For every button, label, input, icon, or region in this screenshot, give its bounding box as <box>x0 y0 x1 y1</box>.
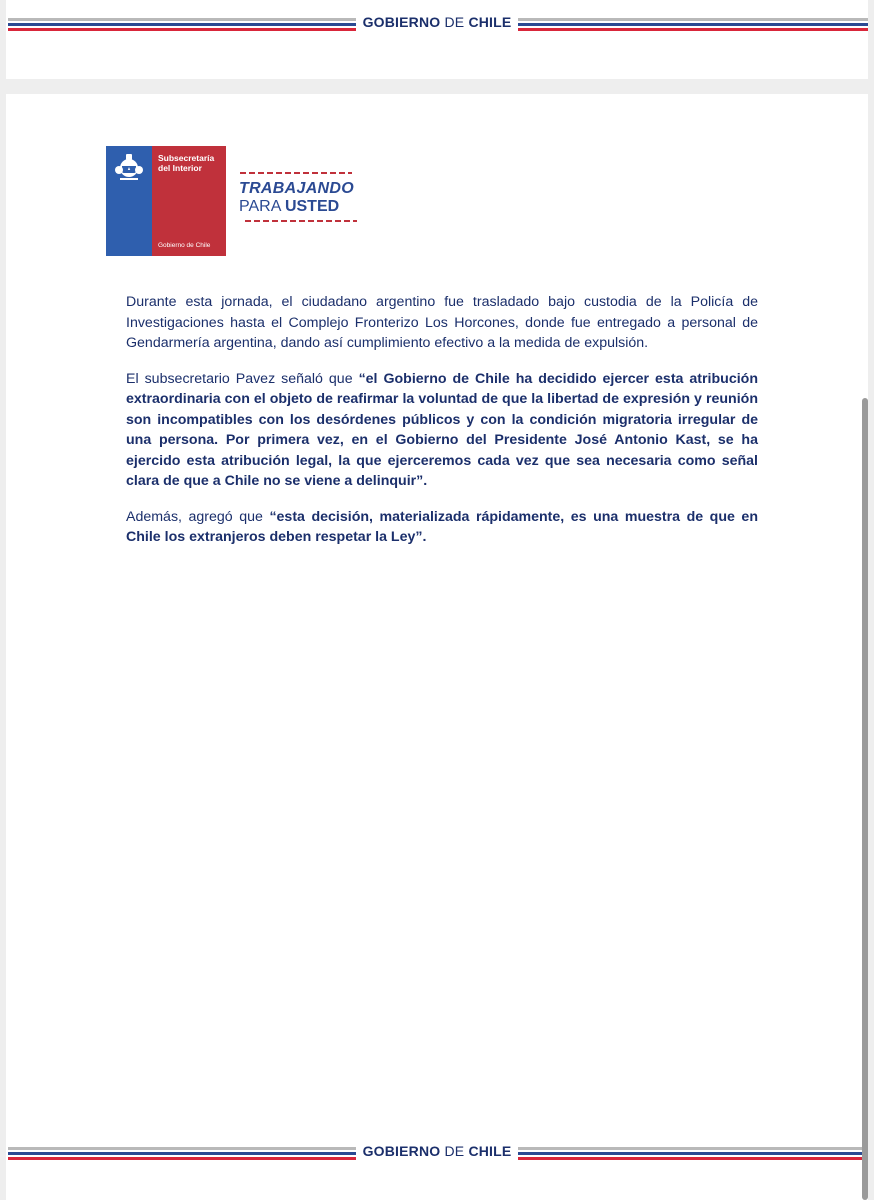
logo-footer: Gobierno de Chile <box>158 242 211 249</box>
banner-stripes-left <box>8 1147 356 1159</box>
subsecretaria-logo <box>106 146 226 256</box>
paragraph-1: Durante esta jornada, el ciudadano argentino fue trasladado bajo custodia de la Policía de Investigaciones hasta el Complejo Fronterizo Los Horcones, donde fue entregado a personal de Gendarmería argentina, dando así cumplimiento efectivo a la medida de expulsión. <box>126 294 758 351</box>
quote-pavez-2: “esta decisión, materializada rápidamente, es una muestra de que en Chile los extranjeros deben respetar la Ley”. <box>126 508 758 545</box>
previous-page-fragment <box>6 0 868 79</box>
scrollbar-thumb[interactable] <box>862 398 868 1200</box>
press-release-body <box>126 292 758 563</box>
paragraph-3: Además, agregó que “esta decisión, materializada rápidamente, es una muestra de que en Chile los extranjeros deben respetar la Ley”. <box>126 508 758 545</box>
gov-label: GOBIERNO DE CHILE <box>362 14 512 30</box>
document-page <box>6 94 868 1200</box>
slogan-line1: TRABAJANDO <box>239 180 354 197</box>
logo-blue-panel <box>106 146 152 256</box>
slogan-line2: PARA USTED <box>239 198 340 215</box>
slogan-dash-top <box>240 172 352 174</box>
logo-title: Subsecretaría del Interior <box>158 153 215 173</box>
gov-banner-bottom <box>6 1137 868 1167</box>
slogan-dash-bottom <box>245 220 357 222</box>
paragraph-2: El subsecretario Pavez señaló que “el Gobierno de Chile ha decidido ejercer esta atribución extraordinaria con el objeto de reafirmar la voluntad de que la libertad de expresión y reunión son incompatibles con los desórdenes públicos y con la condición migratoria irregular de una persona. Por primera vez, en el Gobierno del Presidente José Antonio Kast, se ha ejercido esta atribución legal, la que ejerceremos cada vez que sea necesaria como señal clara de que a Chile no se viene a delinquir”. <box>126 370 758 489</box>
banner-stripes-right <box>518 1147 868 1159</box>
banner-stripes-left <box>8 18 356 30</box>
gov-label: GOBIERNO DE CHILE <box>362 1143 512 1159</box>
quote-pavez: “el Gobierno de Chile ha decidido ejercer esta atribución extraordinaria con el objeto de reafirmar la voluntad de que la libertad de expresión y reunión son incompatibles con los desórdenes públicos y con la condición migratoria irregular de una persona. Por primera vez, en el Gobierno del Presidente José Antonio Kast, se ha ejercido esta atribución legal, la que ejerceremos cada vez que sea necesaria como señal clara de que a Chile no se viene a delinquir”. <box>126 370 758 489</box>
slogan <box>239 172 359 228</box>
gov-banner-top <box>6 8 868 38</box>
coat-of-arms-icon <box>112 152 146 182</box>
banner-stripes-right <box>518 18 868 30</box>
